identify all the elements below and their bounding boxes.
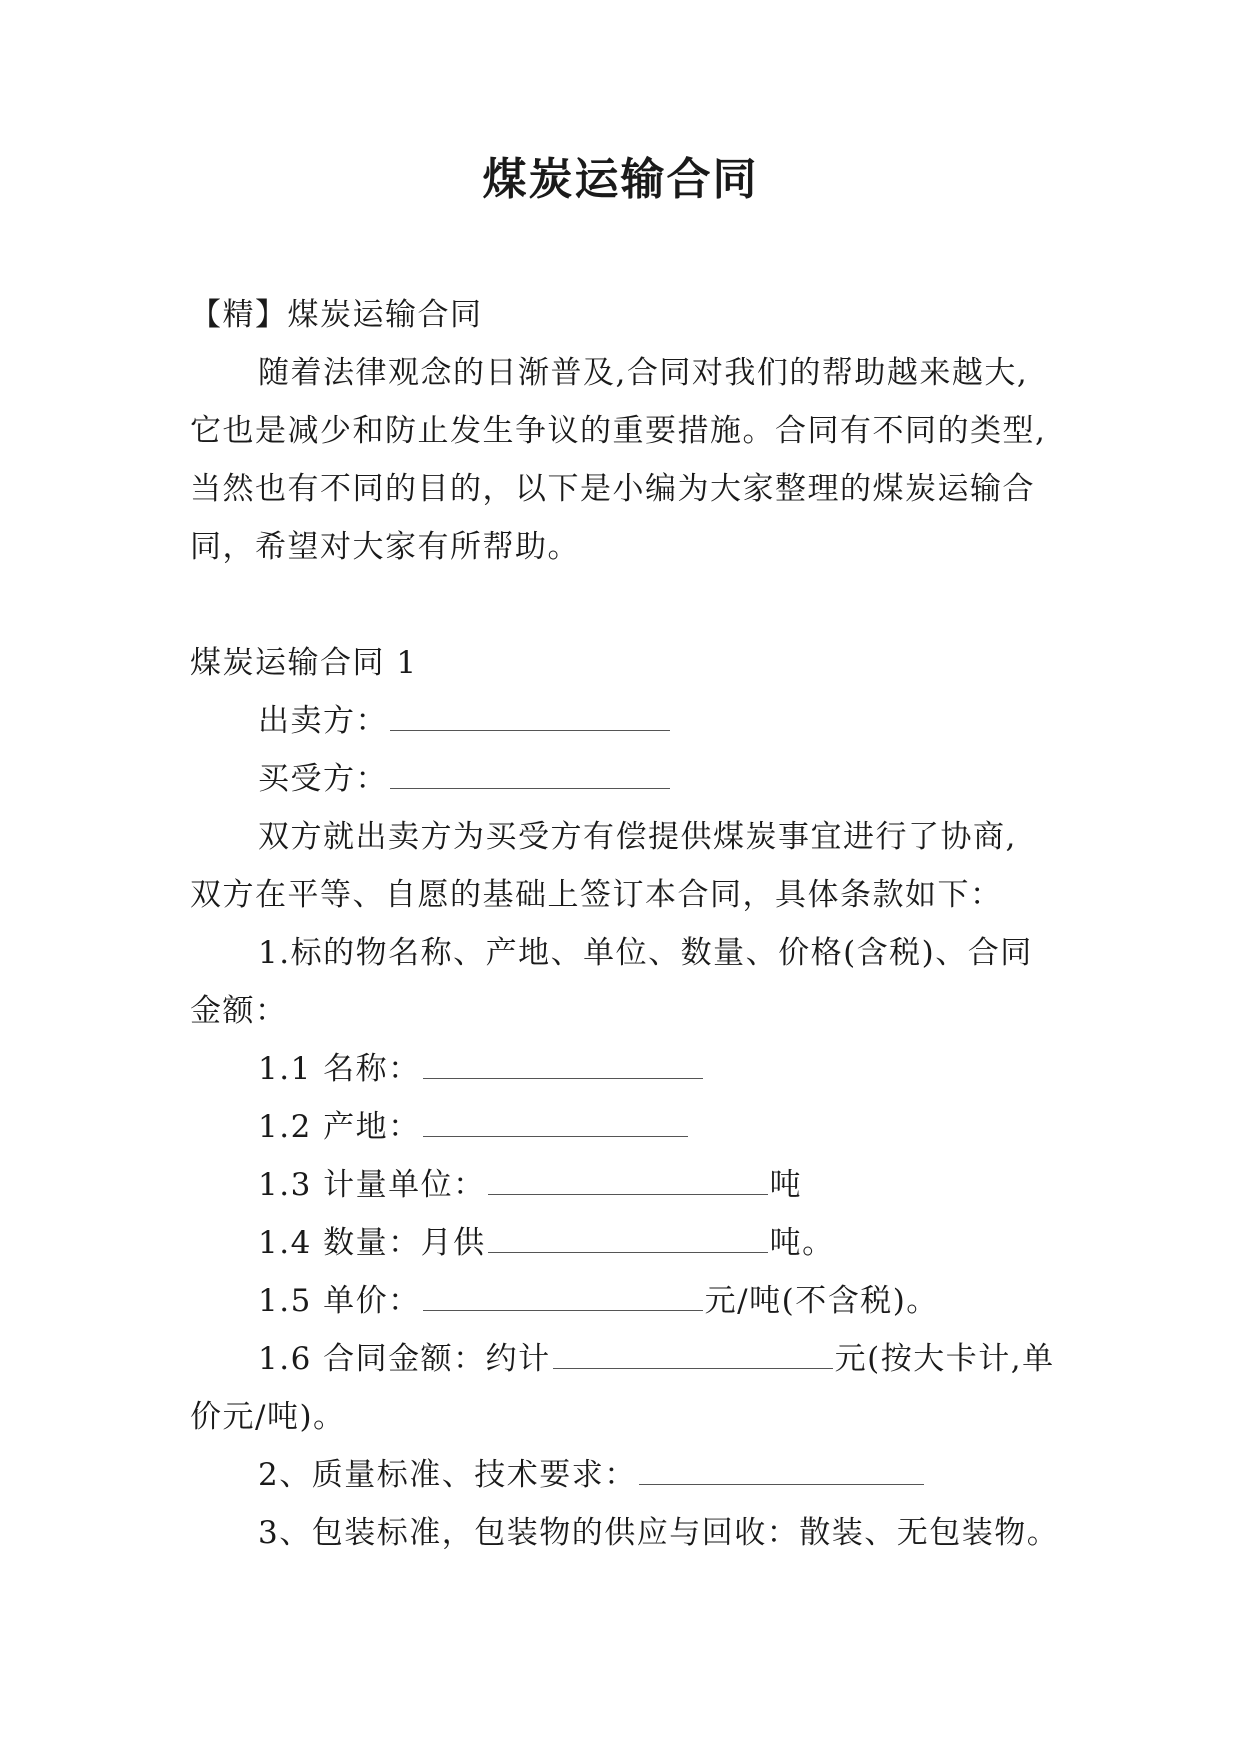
buyer-label: 买受方：: [258, 761, 388, 797]
item-1-2-label: 1.2 产地：: [258, 1109, 421, 1145]
intro-heading: 【精】煤炭运输合同: [190, 297, 483, 333]
item-1-5-blank: [423, 1280, 703, 1311]
item-1-1-label: 1.1 名称：: [258, 1051, 421, 1087]
item-1-3-blank: [488, 1164, 768, 1195]
item-1-2-blank: [423, 1106, 688, 1137]
preamble-line: 双方就出卖方为买受方有偿提供煤炭事宜进行了协商,: [258, 819, 1017, 855]
item-1-6-continuation: 价元/吨)。: [190, 1399, 346, 1435]
item-1-6-blank: [553, 1338, 833, 1369]
item-1-4-label: 1.4 数量：月供: [258, 1225, 486, 1261]
clause1-line: 1.标的物名称、产地、单位、数量、价格(含税)、合同: [258, 935, 1033, 971]
clause-2: [190, 1446, 1070, 1504]
clause-2-blank: [639, 1454, 924, 1485]
seller-label: 出卖方：: [258, 703, 388, 739]
item-1-3: [190, 1156, 1070, 1214]
intro-line: 当然也有不同的目的，以下是小编为大家整理的煤炭运输合: [190, 471, 1035, 507]
item-1-4: [190, 1214, 1070, 1272]
seller-line: [190, 692, 1070, 750]
item-1-4-unit: 吨。: [769, 1225, 835, 1261]
preamble-line: 双方在平等、自愿的基础上签订本合同，具体条款如下：: [190, 877, 1003, 913]
seller-blank: [390, 700, 670, 731]
document-body: [190, 286, 1070, 1562]
buyer-blank: [390, 758, 670, 789]
document-title: 煤炭运输合同: [482, 154, 759, 205]
item-1-3-unit: 吨: [769, 1167, 803, 1203]
intro-line: 它也是减少和防止发生争议的重要措施。合同有不同的类型,: [190, 413, 1047, 449]
item-1-5-label: 1.5 单价：: [258, 1283, 421, 1319]
clause-3: 3、包装标准，包装物的供应与回收：散装、无包装物。: [258, 1515, 1060, 1551]
item-1-6-unit: 元(按大卡计,单: [834, 1341, 1055, 1377]
item-1-6: [190, 1330, 1070, 1388]
clause1-line: 金额：: [190, 993, 288, 1029]
item-1-2: [190, 1098, 1070, 1156]
clause-2-label: 2、质量标准、技术要求：: [258, 1457, 637, 1493]
item-1-1: [190, 1040, 1070, 1098]
item-1-3-label: 1.3 计量单位：: [258, 1167, 486, 1203]
item-1-6-label: 1.6 合同金额：约计: [258, 1341, 551, 1377]
section-heading: 煤炭运输合同 1: [190, 645, 418, 681]
item-1-4-blank: [488, 1222, 768, 1253]
intro-line: 同，希望对大家有所帮助。: [190, 529, 580, 565]
item-1-1-blank: [423, 1048, 703, 1079]
buyer-line: [190, 750, 1070, 808]
item-1-5: [190, 1272, 1070, 1330]
intro-line: 随着法律观念的日渐普及,合同对我们的帮助越来越大,: [258, 355, 1029, 391]
spacer: [190, 576, 1070, 634]
item-1-5-unit: 元/吨(不含税)。: [704, 1283, 939, 1319]
